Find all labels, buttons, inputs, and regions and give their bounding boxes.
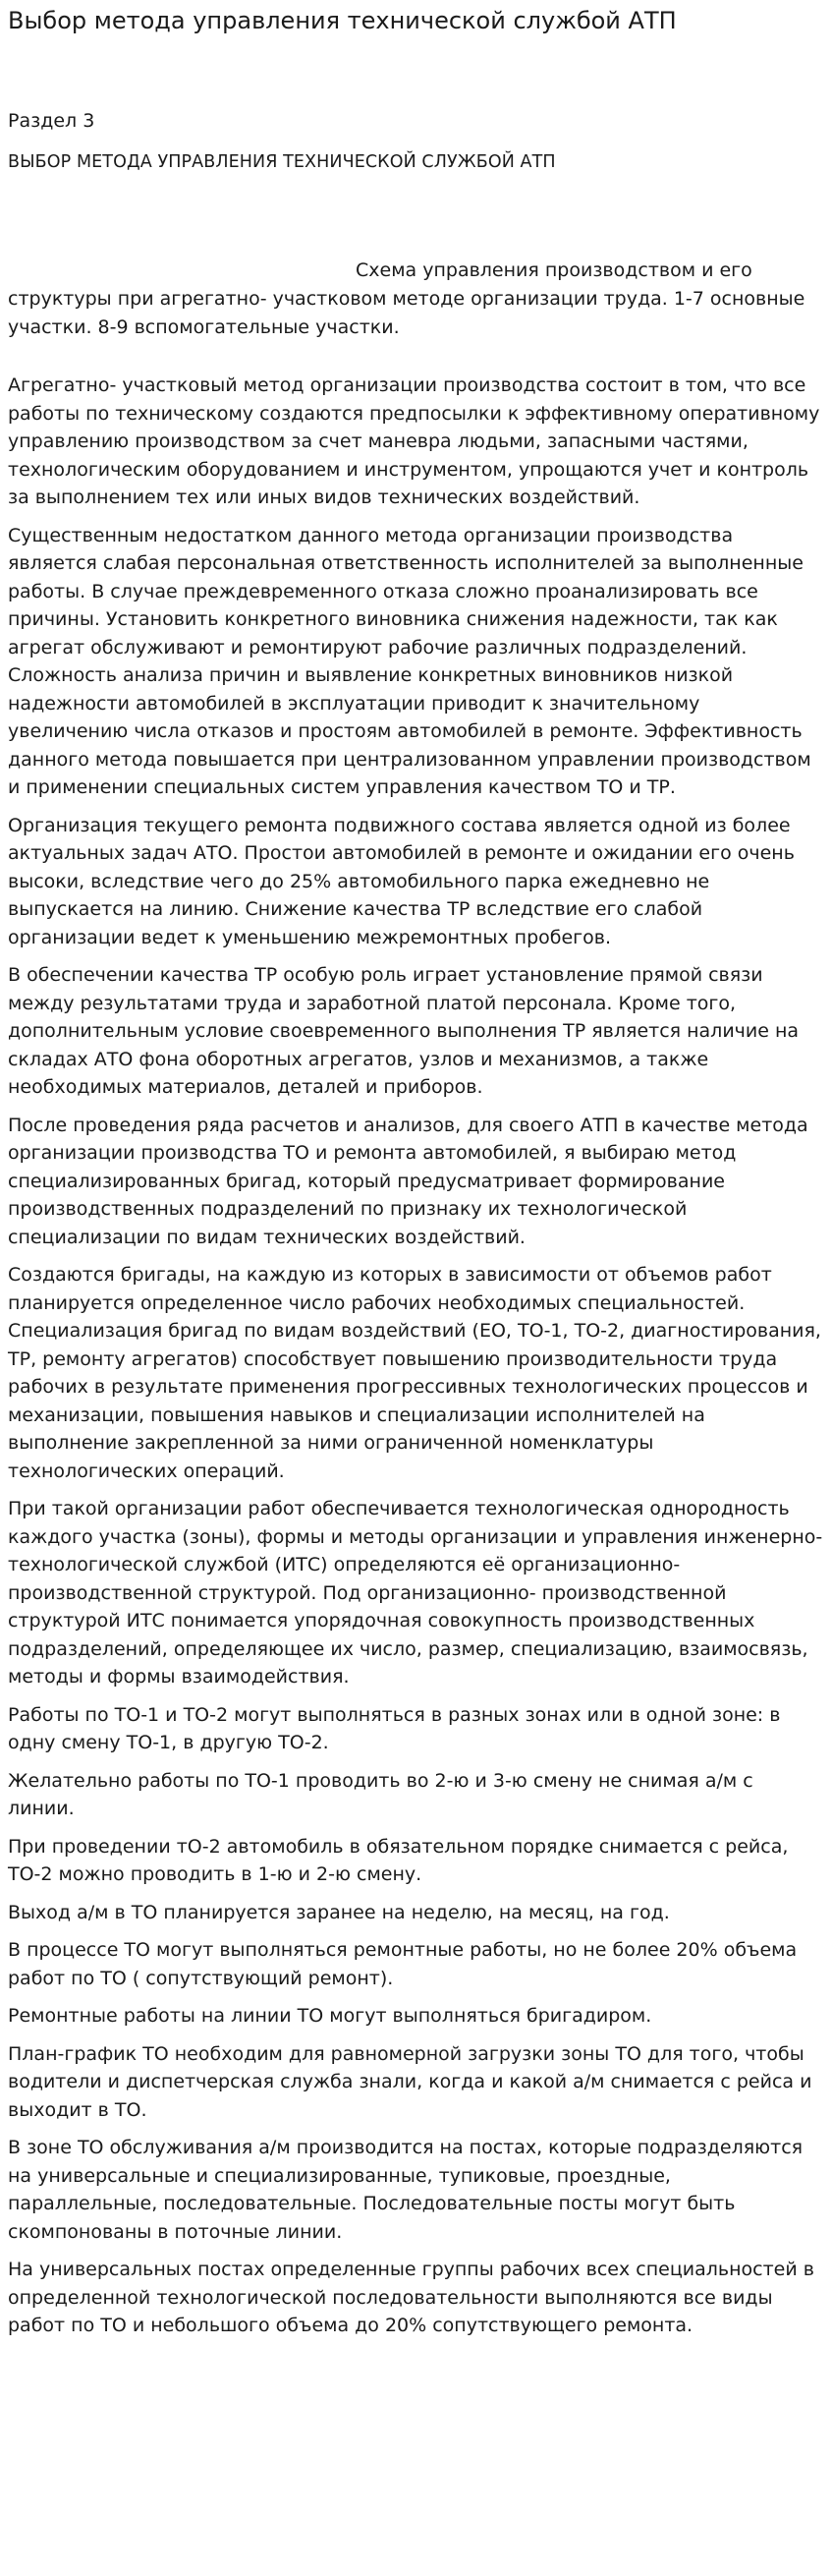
paragraph: Агрегатно- участковый метод организации производства состоит в том, что все работы по техническому создаются предпосылки к эффективному оперативному управлению производством за счет маневра людьми, запасными частями, технологическим оборудованием и инструментом, упрощаются учет и контроль за выполнением тех или иных видов технических воздействий. <box>8 374 820 508</box>
section-label: Раздел 3 <box>8 110 95 132</box>
paragraph: При проведении тО-2 автомобиль в обязательном порядке снимается с рейса, ТО-2 можно проводить в 1-ю и 2-ю смену. <box>8 1835 789 1885</box>
paragraph: При такой организации работ обеспечивается технологическая однородность каждого участка (зоны), формы и методы организации и управления инженерно-технологической службой (ИТС) определяются её организационно-производственной структурой. Под организационно- производственной структурой ИТС понимается упорядочная совокупность производственных подразделений, определяющее их число, размер, специализацию, взаимосвязь, методы и формы взаимодействия. <box>8 1498 823 1688</box>
paragraph: На универсальных постах определенные группы рабочих всех специальностей в определенной технологической последовательности выполняются все виды работ по ТО и небольшого объема до 20% сопутствующего ремонта. <box>8 2259 814 2336</box>
paragraph: План-график ТО необходим для равномерной загрузки зоны ТО для того, чтобы водители и диспетчерская служба знали, когда и какой а/м снимается с рейса и выходит в ТО. <box>8 2042 812 2121</box>
paragraph: Существенным недостатком данного метода организации производства является слабая персональная ответственность исполнителей за выполненные работы. В случае преждевременного отказа сложно проанализировать все причины. Установить конкретного виновника снижения надежности, так как агрегат обслуживают и ремонтируют рабочие различных подразделений. Сложность анализа причин и выявление конкретных виновников низкой надежности автомобилей в эксплуатации приводит к значительному увеличению числа отказов и простоям автомобилей в ремонте. Эффективность данного метода повышается при централизованном управлении производством и применении специальных систем управления качеством ТО и ТР. <box>8 524 811 798</box>
paragraph: В процессе ТО могут выполняться ремонтные работы, но не более 20% объема работ по ТО ( сопутствующий ремонт). <box>8 1939 798 1989</box>
paragraph: В зоне ТО обслуживания а/м производится на постах, которые подразделяются на универсальные и специализированные, тупиковые, проездные, параллельные, последовательные. Последовательные посты могут быть скомпонованы в поточные линии. <box>8 2137 804 2243</box>
paragraph: В обеспечении качества ТР особую роль играет установление прямой связи между результатами труда и заработной платой персонала. Кроме того, дополнительным условие своевременного выполнения ТР является наличие на складах АТО фона оборотных агрегатов, узлов и механизмов, а также необходимых материалов, деталей и приборов. <box>8 964 800 1098</box>
paragraph: Выход а/м в ТО планируется заранее на неделю, на месяц, на год. <box>8 1901 670 1923</box>
paragraph: Организация текущего ремонта подвижного состава является одной из более актуальных задач АТО. Простои автомобилей в ремонте и ожидании его очень высоки, вследствие чего до 25% автомобильного парка ежедневно не выпускается на линию. Снижение качества ТР вследствие его слабой организации ведет к уменьшению межремонтных пробегов. <box>8 814 795 948</box>
paragraph: Желательно работы по ТО-1 проводить во 2-ю и 3-ю смену не снимая а/м с линии. <box>8 1769 753 1819</box>
paragraph: Создаются бригады, на каждую из которых в зависимости от объемов работ планируется определенное число рабочих необходимых специальностей. Специализация бригад по видам воздействий (ЕО, ТО-1, ТО-2, диагностирования, ТР, ремонту агрегатов) способствует повышению производительности труда рабочих в результате применения прогрессивных технологических процессов и механизации, повышения навыков и специализации исполнителей на выполнение закрепленной за ними ограниченной номенклатуры технологических операций. <box>8 1264 821 1482</box>
paragraph: Ремонтные работы на линии ТО могут выполняться бригадиром. <box>8 2005 652 2027</box>
figure-caption: Схема управления производством и его структуры при агрегатно- участковом методе организации труда. 1-7 основные участки. 8-9 вспомогательные участки. <box>8 259 805 338</box>
paragraph: Работы по ТО-1 и ТО-2 могут выполняться в разных зонах или в одной зоне: в одну смену ТО-1, в другую ТО-2. <box>8 1703 781 1753</box>
body-text <box>8 372 824 2340</box>
document-title: Выбор метода управления технической службой АТП <box>8 7 677 34</box>
paragraph: После проведения ряда расчетов и анализов, для своего АТП в качестве метода организации производства ТО и ремонта автомобилей, я выбираю метод специализированных бригад, который предусматривает формирование производственных подразделений по признаку их технологической специализации по видам технических воздействий. <box>8 1114 808 1248</box>
section-heading: ВЫБОР МЕТОДА УПРАВЛЕНИЯ ТЕХНИЧЕСКОЙ СЛУЖБОЙ АТП <box>8 152 556 172</box>
